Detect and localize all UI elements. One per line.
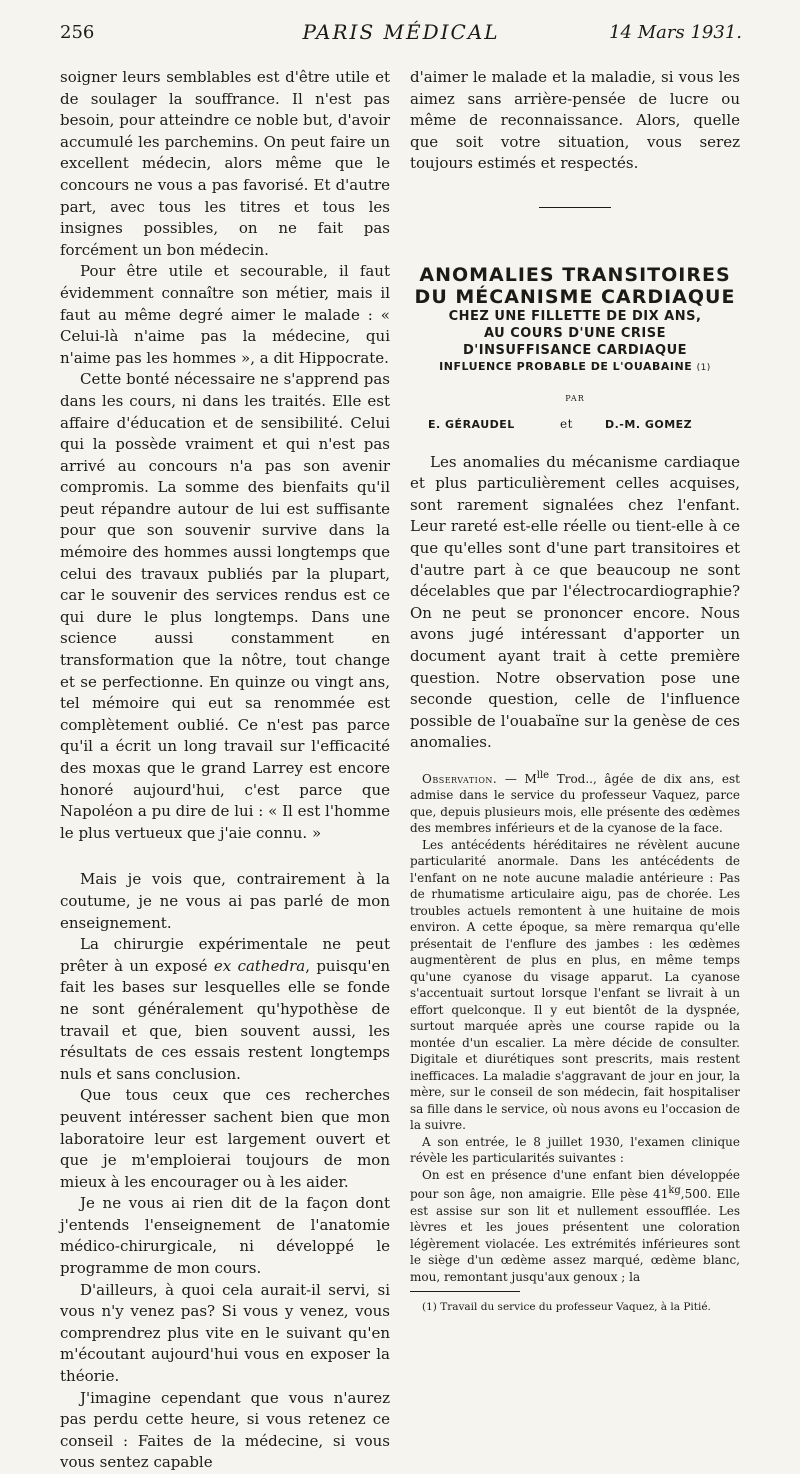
- authors: [410, 414, 740, 434]
- article-title-line: ANOMALIES TRANSITOIRES: [419, 263, 731, 286]
- right-column: [410, 67, 740, 1314]
- observation-label: Observation.: [422, 771, 498, 786]
- paragraph: A son entrée, le 8 juillet 1930, l'examen clinique révèle les particularités suivantes :: [410, 1134, 740, 1166]
- text-run: ,500. Elle est assise sur son lit et nullement essoufflée. Les lèvres et les joues présentent une coloration légèrement violacée. Les extrémités inférieures sont le siège d'un œdème assez marqué, œdème blanc, mou, remontant jusqu'aux genoux ; la: [410, 1187, 740, 1284]
- text-run: La chirurgie expérimentale ne peut prêter à un exposé: [60, 935, 390, 975]
- paragraph: Cette bonté nécessaire ne s'apprend pas dans les cours, ni dans les traités. Elle est affaire d'éducation et de sensibilité. Celui qui la possède vraiment et qui n'est pas arrivé au concours n'a pas son avenir compromis. La somme des bienfaits qu'il peut répandre autour de lui est suffisante pour que son souvenir survive dans la mémoire des hommes aussi longtemps que celui des travaux publiés par la plupart, car le souvenir des services rendus est ce qui dure le plus longtemps. Dans une science aussi constamment en transformation que la nôtre, tout change et se perfectionne. En quinze ou vingt ans, tel mémoire qui eut sa renommée est complètement oublié. Ce n'est pas parce qu'il a écrit un long travail sur l'efficacité des moxas que le grand Larrey est encore honoré aujourd'hui, c'est parce que Napoléon a pu dire de lui : « Il est l'homme le plus vertueux que j'aie connu. »: [60, 370, 390, 842]
- paragraph: Que tous ceux que ces recherches peuvent intéresser sachent bien que mon laboratoire leur est largement ouvert et que je m'emploierai toujours de mon mieux à les encourager ou à les aider.: [60, 1086, 390, 1191]
- text-run: On est en présence d'une enfant bien développée pour son âge, non amaigrie. Elle pèse 41: [410, 1167, 740, 1202]
- superscript: lle: [536, 769, 550, 781]
- text-run: —: [497, 771, 525, 786]
- paragraph: Pour être utile et secourable, il faut évidemment connaître son métier, mais il faut au même degré aimer le malade : « Celui-là n'aime pas la médecine, qui n'aime pas les hommes », a dit Hippocrate.: [60, 262, 390, 367]
- subtitle-text: INFLUENCE PROBABLE DE L'OUABAINE: [439, 359, 693, 373]
- article-subtitle-line: [410, 359, 740, 376]
- article-title-line: DU MÉCANISME CARDIAQUE: [414, 285, 736, 308]
- paragraph: Les anomalies du mécanisme cardiaque et plus particulièrement celles acquises, sont rarement signalées chez l'enfant. Leur rareté est-elle réelle ou tient-elle à ce que qu'elles sont d'une part transitoires et d'autre part à ce que beaucoup ne sont décelables que par l'électrocardiographie? On ne peut se prononcer encore. Nous avons jugé intéressant d'apporter un document ayant trait à cette première question. Notre observation pose une seconde question, celle de l'influence possible de l'ouabaïne sur la genèse de ces anomalies.: [410, 452, 740, 752]
- paragraph: [60, 934, 390, 1085]
- page-number: 256: [60, 22, 95, 43]
- paragraph: Je ne vous ai rien dit de la façon dont j'entends l'enseignement de l'anatomie médico-chirurgicale, ni développé le programme de mon cours.: [60, 1194, 390, 1278]
- paragraph: soigner leurs semblables est d'être utile et de soulager la souffrance. Il n'est pas besoin, pour atteindre ce noble but, d'avoir accumulé les parchemins. On peut faire un excellent médecin, alors même que le concours ne vous a pas favorisé. Et d'autre part, avec tous les titres et tous les insignes possibles, on ne fait pas forcément un bon médecin.: [60, 68, 390, 259]
- section-divider: [539, 207, 611, 208]
- article-title-block: [410, 264, 740, 376]
- article-subtitle-line: D'INSUFFISANCE CARDIAQUE: [462, 342, 688, 358]
- article-subtitle-line: AU COURS D'UNE CRISE: [483, 325, 667, 341]
- running-head: [60, 18, 742, 50]
- text-run: M: [524, 771, 537, 786]
- paragraph: [410, 1167, 740, 1286]
- observation-paragraph: [410, 768, 740, 837]
- paragraph: Les antécédents héréditaires ne révèlent aucune particularité anormale. Dans les antécédents de l'enfant on ne note aucune maladie antérieure : Pas de rhumatisme articulaire aigu, pas de chorée. Les troubles actuels remontent à une huitaine de mois environ. A cette époque, sa mère remarqua qu'elle présentait de l'enflure des jambes : les œdèmes augmentèrent de plus en plus, en même temps qu'une cyanose du visage apparut. La cyanose s'accentuait surtout lorsque l'enfant se livrait à un effort quelconque. Il y eut bientôt de la dyspnée, surtout marquée après une course rapide ou la montée d'un escalier. La mère décide de consulter. Digitale et diurétiques sont prescrits, mais restent inefficaces. La maladie s'aggravant de jour en jour, la mère, sur le conseil de son médecin, fait hospitaliser sa fille dans le service, où nous avons eu l'occasion de la suivre.: [410, 837, 740, 1133]
- text-run: Trod.., âgée de dix ans, est admise dans le service du professeur Vaquez, parce que, depuis plusieurs mois, elle présente des œdèmes des membres inférieurs et de la cyanose de la face.: [410, 771, 740, 836]
- issue-date: 14 Mars 1931.: [609, 22, 742, 43]
- latin-phrase: ex cathedra: [213, 956, 306, 975]
- author-conjunction: et: [560, 416, 573, 431]
- author-name: E. GÉRAUDEL: [428, 417, 515, 431]
- left-column: [60, 67, 390, 1474]
- paragraph: d'aimer le malade et la maladie, si vous les aimez sans arrière-pensée de lucre ou même de reconnaissance. Alors, quelle que soit votre situation, vous serez toujours estimés et respectés.: [410, 68, 740, 173]
- observation-section: [410, 768, 740, 1315]
- paragraph: D'ailleurs, à quoi cela aurait-il servi, si vous n'y venez pas? Si vous y venez, vous comprendrez plus vite en le suivant qu'en m'écoutant aujourd'hui vous en exposer la théorie.: [60, 1280, 390, 1386]
- paragraph: J'imagine cependant que vous n'aurez pas perdu cette heure, si vous retenez ce conseil : Faites de la médecine, si vous vous sentez capable: [60, 1388, 390, 1472]
- footnote: (1) Travail du service du professeur Vaquez, à la Pitié.: [422, 1301, 711, 1314]
- author-name: D.-M. GOMEZ: [605, 417, 693, 431]
- article-subtitle-line: CHEZ UNE FILLETTE DE DIX ANS,: [448, 308, 702, 324]
- paragraph: Mais je vois que, contrairement à la coutume, je ne vous ai pas parlé de mon enseignement.: [60, 870, 390, 932]
- journal-title: PARIS MÉDICAL: [302, 20, 500, 44]
- footnote-divider: [410, 1291, 520, 1292]
- footnote-ref: (1): [696, 362, 711, 373]
- superscript: kg: [668, 1185, 681, 1197]
- byline-par: PAR: [565, 393, 585, 403]
- text-run: , puisqu'en fait les bases sur lesquelles elle se fonde ne sont généralement qu'hypothèse de travail et que, bien souvent aussi, les résultats de ces essais restent longtemps nuls et sans conclusion.: [60, 956, 391, 1083]
- section-gap: [60, 844, 390, 869]
